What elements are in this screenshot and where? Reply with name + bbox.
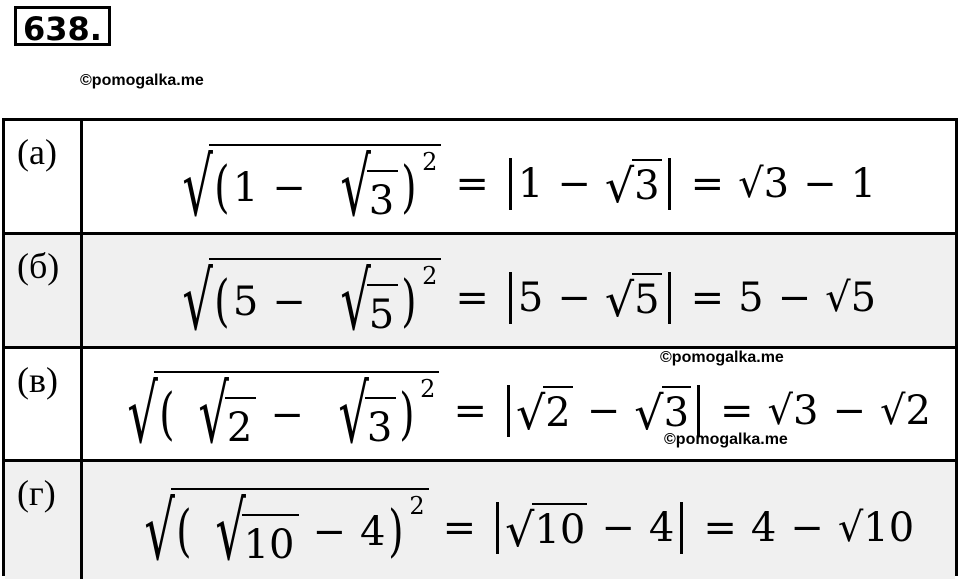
watermark: ©pomogalka.me bbox=[664, 431, 788, 448]
sqrt-icon: √ ( √ 10 − 4 ) 2 bbox=[124, 488, 429, 568]
expression: √ ( √ 10 − 4 ) 2 = √ 10 − 4 = 4 − √10 bbox=[83, 462, 955, 579]
sqrt-icon: √ ( 1 − √ 3 ) 2 bbox=[162, 144, 441, 224]
problem-number: 638. bbox=[14, 6, 111, 46]
expression: √ ( √ 2 − √ 3 ) 2 = √ 2 − √ 3 = √3 − √2 bbox=[83, 349, 955, 459]
sqrt-icon: √ ( 5 − √ 5 ) 2 bbox=[162, 258, 441, 338]
expression: √ ( 5 − √ 5 ) 2 = 5 − √ 5 = 5 − √5 bbox=[83, 235, 955, 346]
table-row bbox=[5, 462, 955, 579]
row-label: (а) bbox=[5, 121, 83, 232]
expression: √ ( 1 − √ 3 ) 2 = 1 − √ 3 = √3 − 1 bbox=[83, 121, 955, 232]
row-label: (г) bbox=[5, 462, 83, 579]
watermark: ©pomogalka.me bbox=[660, 349, 784, 366]
row-label: (б) bbox=[5, 235, 83, 346]
watermark: ©pomogalka.me bbox=[80, 72, 204, 89]
table-row bbox=[5, 121, 955, 235]
row-label: (в) bbox=[5, 349, 83, 459]
sqrt-icon: √ ( √ 2 − √ 3 ) 2 bbox=[107, 371, 439, 451]
solution-table bbox=[2, 118, 958, 576]
table-row bbox=[5, 349, 955, 462]
table-row bbox=[5, 235, 955, 349]
